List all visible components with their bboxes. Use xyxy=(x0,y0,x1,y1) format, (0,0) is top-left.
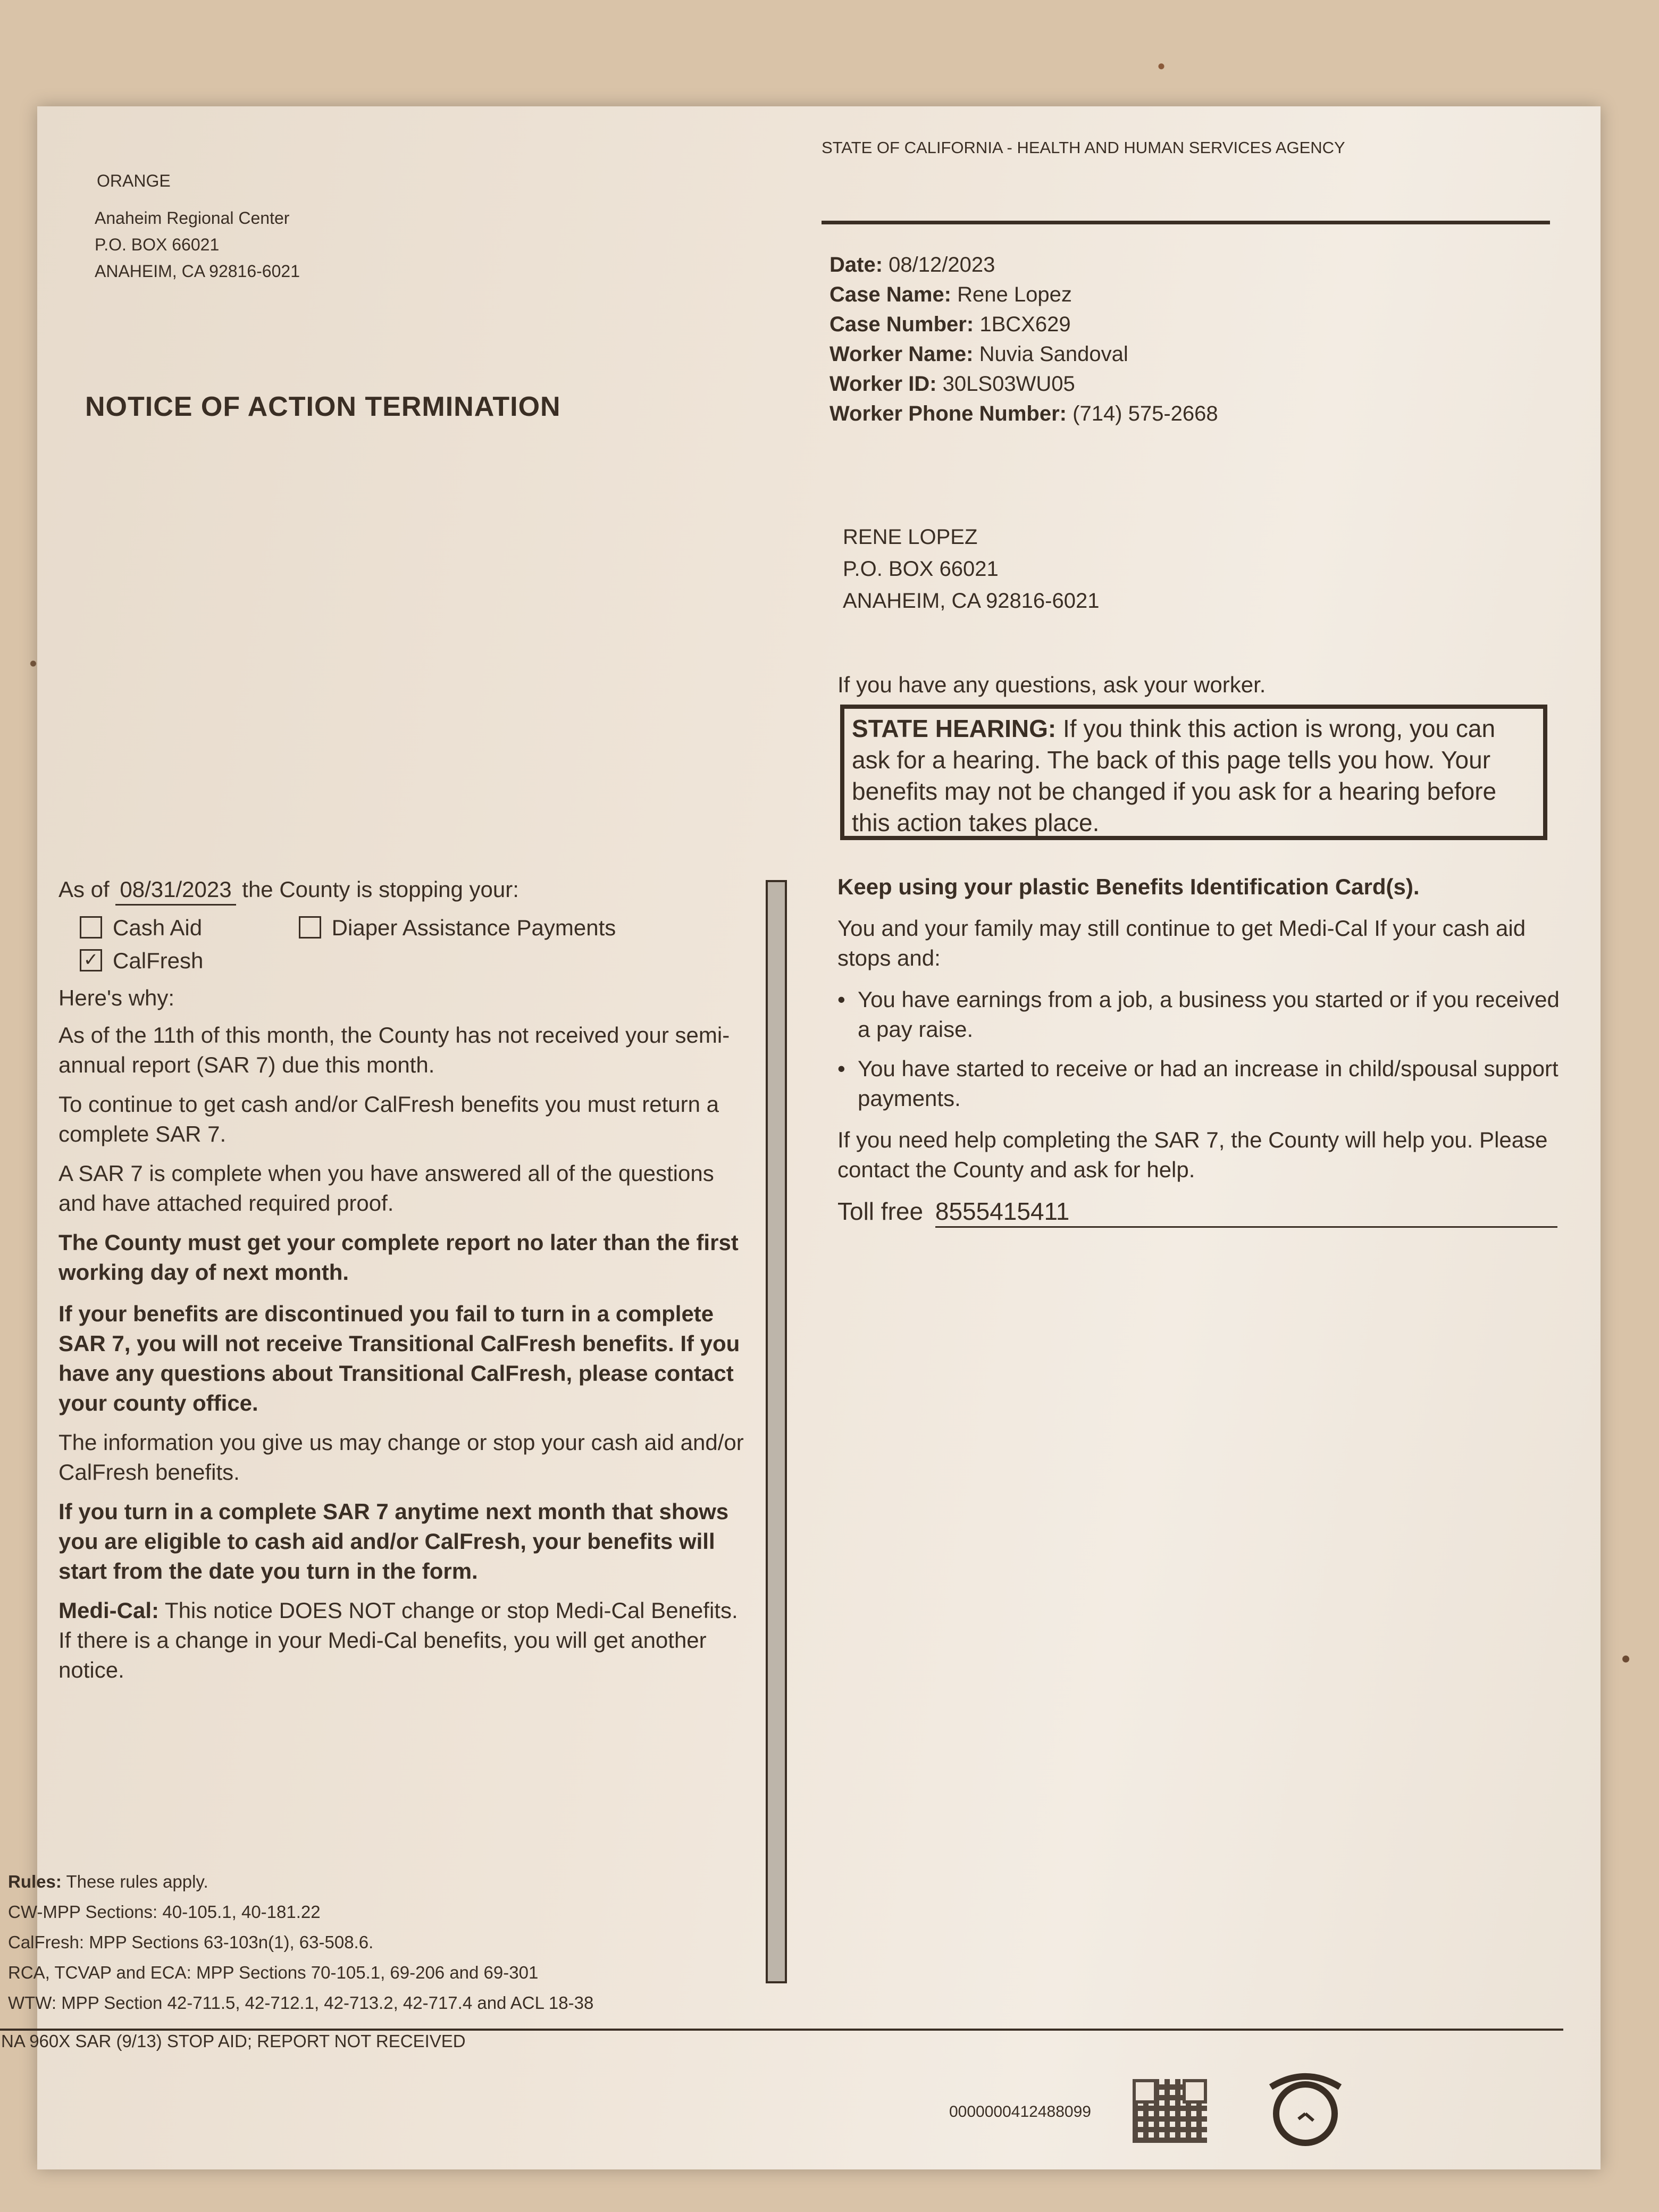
case-number: Case Number: 1BCX629 xyxy=(830,313,1071,336)
reason-p1: As of the 11th of this month, the County has not received your semi-annual report (SAR 7) due this month. xyxy=(58,1023,730,1077)
keep-card-text: Keep using your plastic Benefits Identification Card(s). xyxy=(837,874,1420,899)
header-rule xyxy=(822,221,1550,224)
reason-p4: The County must get your complete report no later than the first working day of next month. xyxy=(58,1230,739,1285)
recipient-city: ANAHEIM, CA 92816-6021 xyxy=(843,589,1100,613)
checkbox-diaper: Diaper Assistance Payments xyxy=(299,915,616,940)
worker-name: Worker Name: Nuvia Sandoval xyxy=(830,342,1128,366)
form-id: NA 960X SAR (9/13) STOP AID; REPORT NOT RECEIVED xyxy=(1,2031,466,2051)
help-text: If you need help completing the SAR 7, the County will help you. Please contact the County and ask for help. xyxy=(837,1127,1548,1182)
office-city: ANAHEIM, CA 92816-6021 xyxy=(95,262,300,281)
case-date: Date: 08/12/2023 xyxy=(830,253,995,276)
checkmark-icon: ✓ xyxy=(80,949,102,971)
bullet-item: • You have earnings from a job, a business you started or if you received a pay raise. xyxy=(837,985,1571,1044)
left-column xyxy=(58,875,750,1685)
as-of-line: As of 08/31/2023 the County is stopping your: xyxy=(58,875,750,904)
heres-why: Here's why: xyxy=(58,985,175,1010)
checkbox-calfresh: ✓ CalFresh xyxy=(80,946,750,976)
rules-label: Rules: xyxy=(8,1872,62,1891)
toll-free-line: Toll free 8555415411 xyxy=(837,1196,1571,1228)
reason-p7: If you turn in a complete SAR 7 anytime next month that shows you are eligible to cash aid and/or CalFresh, your benefits will start from the date you turn in the form. xyxy=(58,1499,729,1583)
case-info-block xyxy=(830,250,1218,429)
recipient-po: P.O. BOX 66021 xyxy=(843,557,999,581)
recipient-name: RENE LOPEZ xyxy=(843,525,978,549)
office-name: Anaheim Regional Center xyxy=(95,208,290,228)
rule-line: WTW: MPP Section 42-711.5, 42-712.1, 42-713.2, 42-717.4 and ACL 18-38 xyxy=(8,1993,594,2013)
rule-line: CW-MPP Sections: 40-105.1, 40-181.22 xyxy=(8,1902,321,1922)
state-hearing-text: If you think this action is wrong, you can ask for a hearing. The back of this page tells you how. Your benefits may not be changed if you ask for a hearing before this action takes place. xyxy=(852,715,1497,836)
reason-p3: A SAR 7 is complete when you have answered all of the questions and have attached required proof. xyxy=(58,1161,714,1216)
footer-rule xyxy=(0,2029,1563,2031)
right-column xyxy=(837,872,1571,1228)
checkbox-icon xyxy=(299,916,321,939)
reason-p6: The information you give us may change or stop your cash aid and/or CalFresh benefits. xyxy=(58,1430,744,1485)
rules-block: Rules: These rules apply. CW-MPP Sections: 40-105.1, 40-181.22 CalFresh: MPP Sections 63-103n(1), 63-508.6. RCA, TCVAP and ECA: MPP Sections 70-105.1, 69-206 and 69-301 WTW: MPP Section 42-711.5, 42-712.1, 42-713.2, 42-717.4 and ACL 18-38 xyxy=(8,1866,593,2018)
medi-cal-note: Medi-Cal: This notice DOES NOT change or stop Medi-Cal Benefits. If there is a change in your Medi-Cal benefits, you will get another notice. xyxy=(58,1598,738,1682)
document-number: 0000000412488099 xyxy=(949,2103,1091,2121)
office-po: P.O. BOX 66021 xyxy=(95,235,220,254)
bullet-icon: • xyxy=(837,1056,845,1081)
rule-line: CalFresh: MPP Sections 63-103n(1), 63-508.6. xyxy=(8,1932,374,1952)
notice-title: NOTICE OF ACTION TERMINATION xyxy=(85,391,561,422)
medi-continue-text: You and your family may still continue to get Medi-Cal If your cash aid stops and: xyxy=(837,916,1526,970)
checkbox-cash-aid: Cash Aid xyxy=(80,913,292,943)
bullet-item: • You have started to receive or had an increase in child/spousal support payments. xyxy=(837,1054,1571,1113)
worker-phone: Worker Phone Number: (714) 575-2668 xyxy=(830,402,1218,425)
questions-text: If you have any questions, ask your worker. xyxy=(837,672,1266,697)
bullet-icon: • xyxy=(837,987,845,1012)
reason-p5: If your benefits are discontinued you fail to turn in a complete SAR 7, you will not receive Transitional CalFresh benefits. If you have any questions about Transitional CalFresh, please contact your county office. xyxy=(58,1301,740,1415)
case-name: Case Name: Rene Lopez xyxy=(830,283,1072,306)
state-hearing-label: STATE HEARING: xyxy=(852,715,1057,742)
reason-p2: To continue to get cash and/or CalFresh benefits you must return a complete SAR 7. xyxy=(58,1092,719,1146)
column-divider xyxy=(766,880,787,1983)
recipient-address xyxy=(843,521,1099,617)
alarm-clock-icon xyxy=(1260,2068,1351,2148)
worker-id: Worker ID: 30LS03WU05 xyxy=(830,372,1075,396)
rule-line: RCA, TCVAP and ECA: MPP Sections 70-105.1, 69-206 and 69-301 xyxy=(8,1963,539,1982)
state-hearing-box xyxy=(840,705,1547,840)
checkbox-icon xyxy=(80,916,102,939)
county-name: ORANGE xyxy=(97,171,171,190)
checkbox-row-1 xyxy=(80,913,750,943)
document-page xyxy=(1,106,1601,2169)
office-address xyxy=(95,205,300,284)
qr-code-icon xyxy=(1133,2079,1207,2143)
stop-date: 08/31/2023 xyxy=(115,877,236,906)
toll-free-number: 8555415411 xyxy=(935,1196,1557,1228)
agency-header: STATE OF CALIFORNIA - HEALTH AND HUMAN SERVICES AGENCY xyxy=(822,138,1345,157)
